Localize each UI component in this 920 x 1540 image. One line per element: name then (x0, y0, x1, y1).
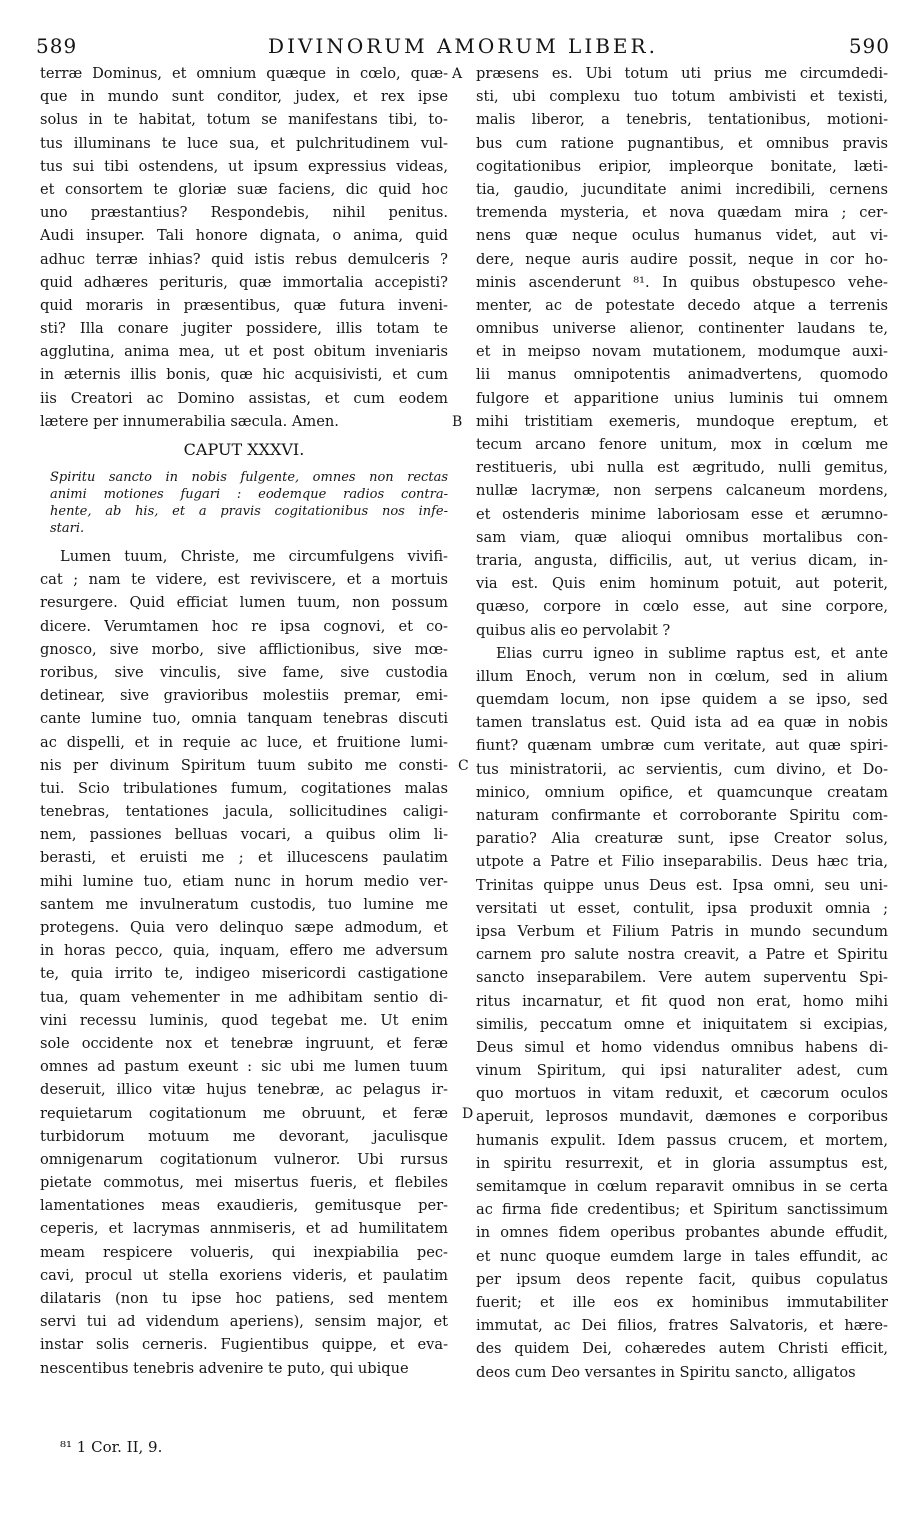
text-line: des quidem Dei, cohæredes autem Christi efficit, (476, 1340, 888, 1358)
text-line: berasti, et eruisti me ; et illucescens paulatim (40, 849, 448, 867)
text-line: et in meipso novam mutationem, modumque auxi- (476, 343, 888, 361)
text-line: pietate commotus, mei misertus fueris, et flebiles (40, 1174, 448, 1192)
text-line: et nunc quoque eumdem large in tales effundit, ac (476, 1247, 888, 1265)
text-line: lamentationes meas exaudieris, gemitusque per- (40, 1197, 448, 1215)
summary-line: stari. (50, 521, 85, 536)
right-column (476, 62, 888, 1384)
text-line: Elias curru igneo in sublime raptus est, et ante (496, 644, 888, 662)
left-column (40, 62, 448, 1380)
text-line: uno præstantius? Respondebis, nihil penitus. (40, 204, 448, 222)
text-line: nens quæ neque oculus humanus videt, aut vi- (476, 227, 888, 245)
text-line: in æternis illis bonis, quæ hic acquisivisti, et cum (40, 366, 448, 384)
text-line: dere, neque auris audire possit, neque in cor ho- (476, 250, 888, 268)
text-line: ac firma fide credentibus; et Spiritum sanctissimum (476, 1201, 888, 1219)
text-line: menter, ac de potestate decedo atque a terrenis (476, 296, 888, 314)
summary-line: animi motiones fugari : eodemque radios contra- (50, 487, 448, 502)
text-line: minico, omnium opifice, et quamcunque creatam (476, 783, 888, 801)
text-line: tremenda mysteria, et nova quædam mira ; cer- (476, 204, 888, 222)
right-column-paragraph-1 (476, 62, 888, 642)
text-line: santem me invulneratum custodis, tuo lumine me (40, 895, 448, 913)
text-line: tia, gaudio, jucunditate animi incredibili, cernens (476, 180, 888, 198)
text-line: deos cum Deo versantes in Spiritu sancto, alligatos (476, 1363, 856, 1381)
text-line: nullæ lacrymæ, non serpens calcaneum mordens, (476, 482, 888, 500)
text-line: iis Creatori ac Domino assistas, et cum eodem (40, 389, 448, 407)
text-line: omnigenarum cogitationum vulneror. Ubi rursus (40, 1150, 448, 1168)
text-line: immutat, ac Dei filios, fratres Salvatoris, et hære- (476, 1317, 888, 1335)
text-line: sam viam, quæ alioqui omnibus mortalibus con- (476, 528, 888, 546)
text-line: sti, ubi complexu tuo totum ambivisti et texisti, (476, 88, 888, 106)
text-line: instar solis cerneris. Fugientibus quippe, et eva- (40, 1336, 448, 1354)
text-line: fiunt? quænam umbræ cum veritate, aut quæ spiri- (476, 737, 888, 755)
chapter-body (40, 545, 448, 1380)
text-line: terræ Dominus, et omnium quæque in cœlo, quæ- (40, 65, 448, 82)
running-header (36, 34, 890, 64)
text-line: te, quia irrito te, indigeo misericordi castigatione (40, 965, 448, 983)
text-line: gnosco, sive morbo, sive afflictionibus, sive mœ- (40, 640, 448, 658)
text-line: sole occidente nox et tenebræ ingruunt, et feræ (40, 1034, 448, 1052)
text-line: agglutina, anima mea, ut et post obitum inveniaris (40, 343, 448, 361)
text-line: ceperis, et lacrymas annmiseris, et ad humilitatem (40, 1220, 448, 1238)
text-line: versitati ut esset, contulit, ipsa produxit omnia ; (476, 899, 888, 917)
text-line: humanis expulit. Idem passus crucem, et mortem, (476, 1131, 888, 1149)
text-line: illum Enoch, verum non in cœlum, sed in alium (476, 667, 888, 685)
text-line: quo mortuos in vitam reduxit, et cæcorum oculos (476, 1085, 888, 1103)
text-line: lii manus omnipotentis animadvertens, quomodo (476, 366, 888, 384)
text-line: semitamque in cœlum reparavit omnibus in se certa (476, 1178, 888, 1195)
text-line: et consortem te gloriæ suæ faciens, dic quid hoc (40, 180, 448, 198)
text-line: naturam confirmante et corroborante Spiritu com- (476, 807, 888, 824)
text-line: omnes ad pastum exeunt : sic ubi me lumen tuum (40, 1058, 448, 1076)
running-title: DIVINORUM AMORUM LIBER. (268, 34, 658, 58)
margin-letter-c: C (458, 758, 469, 774)
text-line: in omnes fidem operibus probantes abunde effudit, (476, 1224, 888, 1242)
text-line: aperuit, leprosos mundavit, dæmones e corporibus (476, 1108, 888, 1126)
text-line: quid adhæres perituris, quæ immortalia accepisti? (40, 273, 448, 291)
text-line: tus sui tibi ostendens, ut ipsum expressius videas, (40, 157, 448, 175)
text-line: tenebras, tentationes jacula, sollicitudines caligi- (40, 803, 448, 821)
text-line: detinear, sive gravioribus molestiis premar, emi- (40, 687, 448, 705)
text-line: mihi tristitiam exemeris, mundoque ereptum, et (476, 412, 888, 430)
text-line: lætere per innumerabilia sæcula. Amen. (40, 412, 339, 430)
text-line: restitueris, ubi nulla est ægritudo, nulli gemitus, (476, 459, 888, 477)
text-line: tus illuminans te luce sua, et pulchritudinem vul- (40, 134, 448, 152)
text-line: utpote a Patre et Filio inseparabilis. Deus hæc tria, (476, 853, 888, 871)
text-line: vinum Spiritum, qui ipsi naturaliter adest, cum (476, 1062, 888, 1080)
text-line: ac dispelli, et in requie ac luce, et fruitione lumi- (40, 733, 448, 751)
text-line: Trinitas quippe unus Deus est. Ipsa omni, seu uni- (476, 876, 888, 894)
text-line: tus ministratorii, ac servientis, cum divino, et Do- (476, 760, 888, 778)
text-line: nescentibus tenebris advenire te puto, qui ubique (40, 1359, 409, 1377)
margin-letter-b: B (452, 414, 463, 430)
text-line: nis per divinum Spiritum tuum subito me consti- (40, 756, 448, 774)
text-line: bus cum ratione pugnantibus, et omnibus pravis (476, 134, 888, 152)
text-line: deseruit, illico vitæ hujus tenebræ, ac pelagus ir- (40, 1081, 448, 1099)
text-line: ipsa Verbum et Filium Patris in mundo secundum (476, 922, 888, 940)
text-line: dicere. Verumtamen hoc re ipsa cognovi, et co- (40, 617, 448, 635)
text-line: tecum arcano fenore unitum, mox in cœlum me (476, 436, 888, 453)
text-line: roribus, sive vinculis, sive fame, sive custodia (40, 663, 448, 681)
text-line: tui. Scio tribulationes fumum, cogitationes malas (40, 779, 448, 797)
text-line: requietarum cogitationum me obruunt, et feræ (40, 1104, 448, 1122)
right-column-paragraph-2 (476, 642, 888, 1384)
text-line: Deus simul et homo videndus omnibus habens di- (476, 1038, 888, 1056)
text-line: quibus alis eo pervolabit ? (476, 621, 671, 639)
chapter-summary (50, 469, 448, 537)
text-line: ritus incarnatur, et fit quod non erat, homo mihi (476, 992, 888, 1010)
text-line: cavi, procul ut stella exoriens videris, et paulatim (40, 1266, 448, 1284)
text-line: omnibus universe alienor, continenter laudans te, (476, 320, 888, 338)
text-line: adhuc terræ inhias? quid istis rebus demulceris ? (40, 250, 448, 268)
text-line: quemdam locum, non ipse quidem a se ipso, sed (476, 691, 888, 709)
page-number-right: 590 (848, 34, 890, 58)
text-line: in spiritu resurrexit, et in gloria assumptus est, (476, 1154, 888, 1172)
text-line: dilataris (non tu ipse hoc patiens, sed mentem (40, 1290, 448, 1307)
text-line: turbidorum motuum me devorant, jaculisque (40, 1127, 448, 1145)
text-line: tamen translatus est. Quid ista ad ea quæ in nobis (476, 714, 888, 732)
text-line: protegens. Quia vero delinquo sæpe admodum, et (40, 919, 448, 936)
text-line: similis, peccatum omne et iniquitatem si excipias, (476, 1015, 888, 1033)
text-line: traria, angusta, difficilis, aut, ut verius dicam, in- (476, 551, 888, 569)
text-line: nem, passiones belluas vocari, a quibus olim li- (40, 826, 448, 844)
text-line: solus in te habitat, totum se manifestans tibi, to- (40, 111, 448, 129)
text-line: cante lumine tuo, omnia tanquam tenebras discuti (40, 710, 448, 728)
text-line: resurgere. Quid efficiat lumen tuum, non possum (40, 594, 448, 612)
margin-letter-d: D (462, 1106, 474, 1122)
text-line: minis ascenderunt ⁸¹. In quibus obstupesco vehe- (476, 273, 888, 291)
text-line: cat ; nam te videre, est reviviscere, et a mortuis (40, 571, 448, 589)
text-line: vini recessu luminis, quod tegebat me. Ut enim (40, 1011, 448, 1029)
text-line: fulgore et apparitione unius luminis tui omnem (476, 389, 888, 407)
margin-letter-a: A (452, 66, 463, 82)
text-line: paratio? Alia creaturæ sunt, ipse Creator solus, (476, 830, 888, 848)
text-line: quid moraris in præsentibus, quæ futura inveni- (40, 296, 448, 314)
text-line: malis liberor, a tenebris, tentationibus, motioni- (476, 111, 888, 129)
text-line: sti? Illa conare jugiter possidere, illis totam te (40, 320, 448, 338)
text-line: fuerit; et ille eos ex hominibus immutabiliter (476, 1293, 888, 1311)
text-line: quæso, corpore in cœlo esse, aut sine corpore, (476, 598, 888, 616)
text-line: cogitationibus eripior, impleorque bonitate, læti- (476, 157, 888, 175)
text-line: et ostenderis minime laboriosam esse et ærumno- (476, 505, 888, 523)
left-column-continuation (40, 62, 448, 433)
text-line: mihi lumine tuo, etiam nunc in horum medio ver- (40, 872, 448, 890)
text-line: que in mundo sunt conditor, judex, et rex ipse (40, 88, 448, 106)
text-line: tua, quam vehementer in me adhibitam sentio di- (40, 988, 448, 1006)
text-line: Audi insuper. Tali honore dignata, o anima, quid (40, 227, 448, 245)
text-line: via est. Quis enim hominum potuit, aut poterit, (476, 575, 888, 593)
summary-line: hente, ab his, et a pravis cogitationibus nos infe- (50, 504, 448, 519)
text-line: carnem pro salute nostra creavit, a Patre et Spiritu (476, 946, 888, 964)
text-line: præsens es. Ubi totum uti prius me circumdedi- (476, 65, 888, 82)
text-line: meam respicere volueris, qui inexpiabilia pec- (40, 1243, 448, 1261)
chapter-title: CAPUT XXXVI. (183, 440, 305, 459)
text-line: per ipsum deos repente facit, quibus copulatus (476, 1270, 888, 1288)
summary-line: Spiritu sancto in nobis fulgente, omnes non rectas (50, 470, 448, 485)
text-line: sancto inseparabilem. Vere autem superventu Spi- (476, 969, 888, 987)
page-number-left: 589 (36, 34, 78, 58)
text-line: in horas pecco, quia, inquam, effero me adversum (40, 942, 448, 960)
text-line: servi tui ad videndum aperiens), sensim major, et (40, 1313, 448, 1331)
text-line: Lumen tuum, Christe, me circumfulgens vivifi- (60, 548, 448, 565)
footnote: ⁸¹ 1 Cor. II, 9. (60, 1438, 163, 1456)
